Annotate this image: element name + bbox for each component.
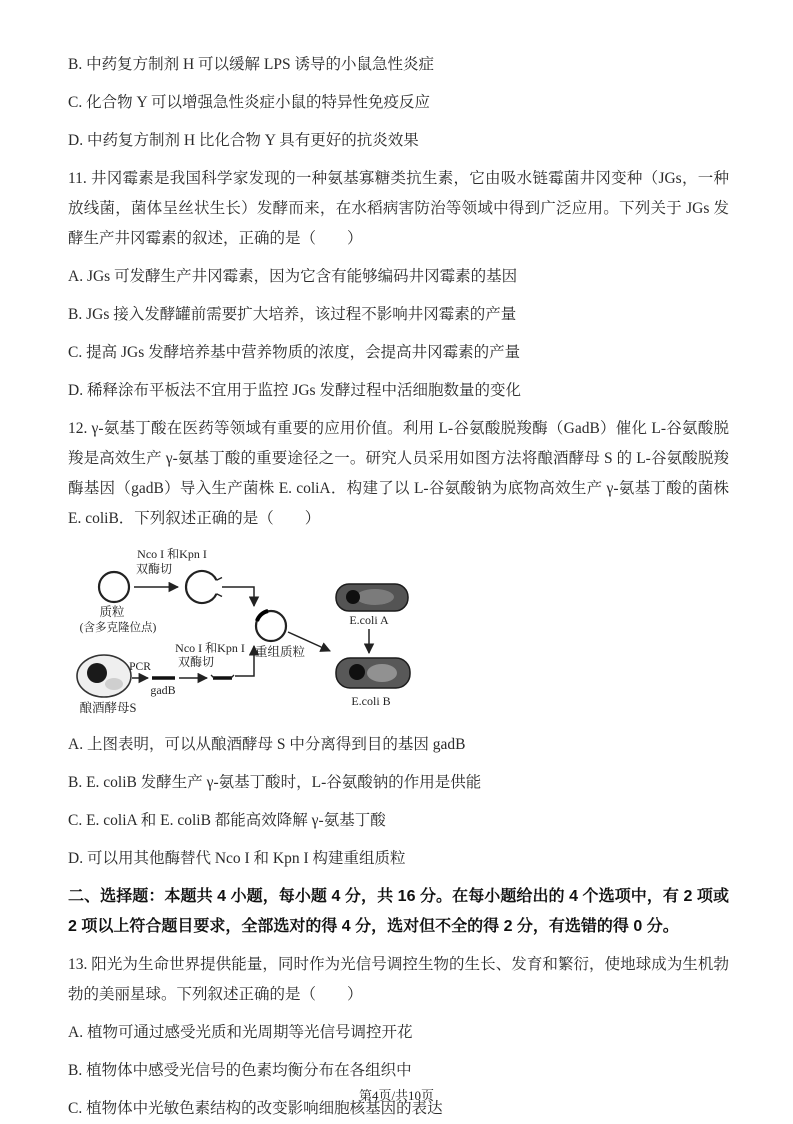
q11-option-a: A. JGs 可发酵生产井冈霉素，因为它含有能够编码井冈霉素的基因 [68, 268, 518, 285]
q13-option-b: B. 植物体中感受光信号的色素均衡分布在各组织中 [68, 1062, 412, 1079]
yeast-nucleus [87, 663, 107, 683]
ligation-arrow-top-icon [222, 587, 254, 606]
q10-option-b: B. 中药复方制剂 H 可以缓解 LPS 诱导的小鼠急性炎症 [68, 56, 434, 73]
sticky-end-tick [217, 594, 223, 597]
q12-option-d: D. 可以用其他酶替代 Nco I 和 Kpn I 构建重组质粒 [68, 850, 406, 867]
enzyme-digest-bottom-label: Nco I 和Kpn I [175, 641, 245, 655]
enzyme-digest-top-label: Nco I 和Kpn I [137, 547, 207, 561]
enzyme-digest-top-sublabel: 双酶切 [135, 562, 173, 576]
plasmid-sublabel: (含多克隆位点) [79, 622, 157, 634]
ecoli-a-dark-region [346, 590, 360, 604]
ecoli-b-label: E.coli B [351, 694, 391, 708]
insert-fragment-arc [257, 611, 268, 621]
yeast-shading [105, 678, 123, 690]
q11-stem: 11. 井冈霉素是我国科学家发现的一种氨基寡糖类抗生素，它由吸水链霉菌井冈变种（JGs，一种放线菌，菌体呈丝状生长）发酵而来，在水稻病害防治等领域中得到广泛应用。下列关于 JGs 发酵生产井冈霉素的叙述，正确的是（ ） [68, 170, 729, 247]
page-footer [0, 1085, 793, 1104]
q13-option-a: A. 植物可通过感受光质和光周期等光信号调控开花 [68, 1024, 413, 1041]
cut-plasmid-circle [186, 571, 216, 603]
q12-option-a: A. 上图表明，可以从酿酒酵母 S 中分离得到目的基因 gadB [68, 736, 466, 753]
gadb-label: gadB [150, 683, 176, 697]
ecoli-a-shading [356, 589, 394, 605]
q12-option-b: B. E. coliB 发酵生产 γ-氨基丁酸时，L-谷氨酸钠的作用是供能 [68, 774, 482, 791]
plasmid-label: 质粒 [99, 605, 125, 619]
section2-header: 二、选择题：本题共 4 小题，每小题 4 分，共 16 分。在每小题给出的 4 个选项中，有 2 项或 2 项以上符合题目要求，全部选对的得 4 分，选对但不全的得 2 分，有选错的得 0 分。 [68, 888, 729, 935]
q11-option-b: B. JGs 接入发酵罐前需要扩大培养，该过程不影响井冈霉素的产量 [68, 306, 517, 323]
cloning-diagram-svg [74, 542, 424, 716]
pcr-label: PCR [129, 661, 151, 673]
recombinant-plasmid-label: 重组质粒 [254, 645, 306, 659]
yeast-label: 酿酒酵母S [79, 701, 137, 715]
q13-stem: 13. 阳光为生命世界提供能量，同时作为光信号调控生物的生长、发育和繁衍，使地球成为生机勃勃的美丽星球。下列叙述正确的是（ ） [68, 956, 729, 1003]
q13-option-c: C. 植物体中光敏色素结构的改变影响细胞核基因的表达 [68, 1100, 443, 1117]
ecoli-b-dark-region [349, 664, 365, 680]
plasmid-circle [99, 572, 129, 602]
q10-option-c: C. 化合物 Y 可以增强急性炎症小鼠的特异性免疫反应 [68, 94, 430, 111]
ecoli-a-label: E.coli A [349, 613, 389, 627]
q10-option-d: D. 中药复方制剂 H 比化合物 Y 具有更好的抗炎效果 [68, 132, 419, 149]
q12-cloning-diagram [74, 542, 729, 716]
ecoli-b-light-region [367, 664, 397, 682]
q12-stem: 12. γ-氨基丁酸在医药等领域有重要的应用价值。利用 L-谷氨酸脱羧酶（GadB）催化 L-谷氨酸脱羧是高效生产 γ-氨基丁酸的重要途径之一。研究人员采用如图方法将酿酒酵母 S 的 L-谷氨酸脱羧酶基因（gadB）导入生产菌株 E. coliA．构建了以 L-谷氨酸钠为底物高效生产 γ-氨基丁酸的菌株 E. coliB．下列叙述正确的是（ ） [68, 420, 729, 527]
sticky-end-tick [217, 578, 223, 581]
enzyme-digest-bottom-sublabel: 双酶切 [177, 655, 215, 669]
q12-option-c: C. E. coliA 和 E. coliB 都能高效降解 γ-氨基丁酸 [68, 812, 386, 829]
page-number: 第4页/共10页 [358, 1088, 435, 1103]
q11-option-c: C. 提高 JGs 发酵培养基中营养物质的浓度，会提高井冈霉素的产量 [68, 344, 521, 361]
q11-option-d: D. 稀释涂布平板法不宜用于监控 JGs 发酵过程中活细胞数量的变化 [68, 382, 521, 399]
